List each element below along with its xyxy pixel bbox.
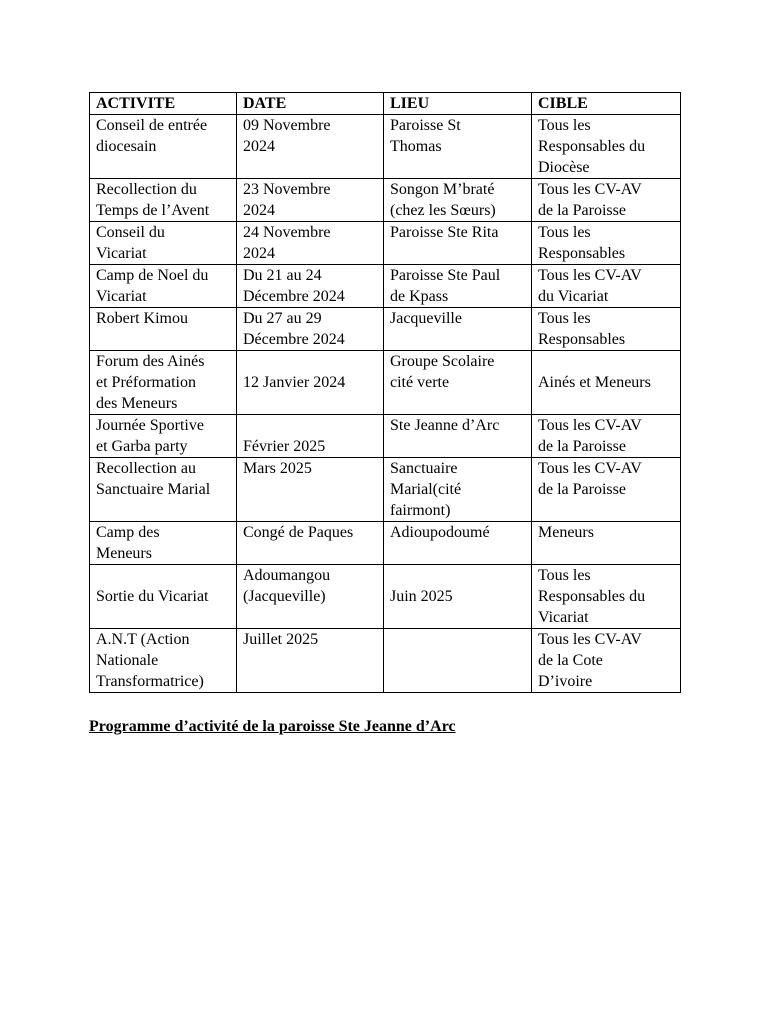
- cell-date: Février 2025: [237, 415, 384, 458]
- table-row: [90, 351, 681, 415]
- document-caption: Programme d’activité de la paroisse Ste Jeanne d’Arc: [89, 718, 456, 735]
- table-row: [90, 522, 681, 565]
- cell-cible: Ainés et Meneurs: [532, 351, 681, 415]
- cell-date: Adoumangou (Jacqueville): [237, 565, 384, 629]
- cell-date: Congé de Paques: [237, 522, 384, 565]
- activities-table: [89, 92, 681, 693]
- table-row: [90, 308, 681, 351]
- cell-date: Mars 2025: [237, 458, 384, 522]
- cell-lieu: Groupe Scolaire cité verte: [384, 351, 532, 415]
- cell-lieu: Jacqueville: [384, 308, 532, 351]
- cell-lieu: Paroisse St Thomas: [384, 115, 532, 179]
- table-row: [90, 415, 681, 458]
- cell-activite: Sortie du Vicariat: [90, 565, 237, 629]
- table-row: [90, 458, 681, 522]
- cell-activite: Camp des Meneurs: [90, 522, 237, 565]
- column-header-lieu: LIEU: [384, 93, 532, 115]
- cell-cible: Tous les CV-AV de la Paroisse: [532, 415, 681, 458]
- cell-cible: Tous les CV-AV du Vicariat: [532, 265, 681, 308]
- cell-date: Du 27 au 29 Décembre 2024: [237, 308, 384, 351]
- cell-cible: Tous les Responsables du Vicariat: [532, 565, 681, 629]
- cell-cible: Tous les CV-AV de la Cote D’ivoire: [532, 629, 681, 693]
- cell-cible: Tous les Responsables: [532, 308, 681, 351]
- cell-date: 09 Novembre 2024: [237, 115, 384, 179]
- cell-activite: Conseil de entrée diocesain: [90, 115, 237, 179]
- cell-cible: Tous les Responsables: [532, 222, 681, 265]
- cell-activite: A.N.T (Action Nationale Transformatrice): [90, 629, 237, 693]
- cell-activite: Forum des Ainés et Préformation des Meneurs: [90, 351, 237, 415]
- cell-lieu: Paroisse Ste Paul de Kpass: [384, 265, 532, 308]
- table-row: [90, 565, 681, 629]
- cell-date: Juillet 2025: [237, 629, 384, 693]
- cell-cible: Tous les CV-AV de la Paroisse: [532, 179, 681, 222]
- cell-lieu: Juin 2025: [384, 565, 532, 629]
- cell-activite: Robert Kimou: [90, 308, 237, 351]
- cell-lieu: Paroisse Ste Rita: [384, 222, 532, 265]
- cell-activite: Camp de Noel du Vicariat: [90, 265, 237, 308]
- cell-activite: Recollection au Sanctuaire Marial: [90, 458, 237, 522]
- cell-cible: Tous les CV-AV de la Paroisse: [532, 458, 681, 522]
- cell-lieu: [384, 629, 532, 693]
- table-row: [90, 265, 681, 308]
- cell-date: 12 Janvier 2024: [237, 351, 384, 415]
- table-row: [90, 179, 681, 222]
- cell-cible: Tous les Responsables du Diocèse: [532, 115, 681, 179]
- column-header-activite: ACTIVITE: [90, 93, 237, 115]
- cell-lieu: Songon M’braté (chez les Sœurs): [384, 179, 532, 222]
- cell-date: Du 21 au 24 Décembre 2024: [237, 265, 384, 308]
- column-header-date: DATE: [237, 93, 384, 115]
- table-row: [90, 222, 681, 265]
- cell-lieu: Ste Jeanne d’Arc: [384, 415, 532, 458]
- column-header-cible: CIBLE: [532, 93, 681, 115]
- cell-activite: Recollection du Temps de l’Avent: [90, 179, 237, 222]
- cell-cible: Meneurs: [532, 522, 681, 565]
- table-header-row: [90, 93, 681, 115]
- cell-lieu: Sanctuaire Marial(cité fairmont): [384, 458, 532, 522]
- table-row: [90, 629, 681, 693]
- cell-date: 23 Novembre 2024: [237, 179, 384, 222]
- table-row: [90, 115, 681, 179]
- cell-lieu: Adioupodoumé: [384, 522, 532, 565]
- cell-date: 24 Novembre 2024: [237, 222, 384, 265]
- cell-activite: Conseil du Vicariat: [90, 222, 237, 265]
- cell-activite: Journée Sportive et Garba party: [90, 415, 237, 458]
